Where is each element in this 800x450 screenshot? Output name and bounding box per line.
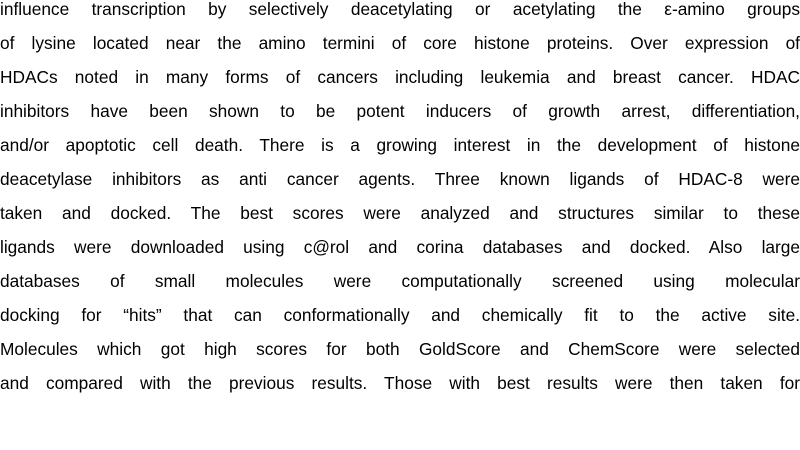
- text-line: influence transcription by selectively deacetylating or acetylating the ε-amino groups: [0, 0, 800, 19]
- text-line: deacetylase inhibitors as anti cancer agents. Three known ligands of HDAC-8 were: [0, 169, 800, 189]
- text-line: and/or apoptotic cell death. There is a growing interest in the development of histone: [0, 135, 800, 155]
- text-line: Molecules which got high scores for both GoldScore and ChemScore were selected: [0, 339, 800, 359]
- text-line: ligands were downloaded using c@rol and corina databases and docked. Also large: [0, 237, 800, 257]
- text-line: taken and docked. The best scores were analyzed and structures similar to these: [0, 203, 800, 223]
- text-line: inhibitors have been shown to be potent inducers of growth arrest, differentiation,: [0, 101, 800, 121]
- text-line: and compared with the previous results. Those with best results were then taken for: [0, 373, 800, 393]
- text-line: docking for “hits” that can conformationally and chemically fit to the active site.: [0, 305, 800, 325]
- text-line: databases of small molecules were computationally screened using molecular: [0, 271, 800, 291]
- text-line: [0, 400, 800, 434]
- text-line: HDACs noted in many forms of cancers including leukemia and breast cancer. HDAC: [0, 67, 800, 87]
- text-line: of lysine located near the amino termini of core histone proteins. Over expression of: [0, 33, 800, 53]
